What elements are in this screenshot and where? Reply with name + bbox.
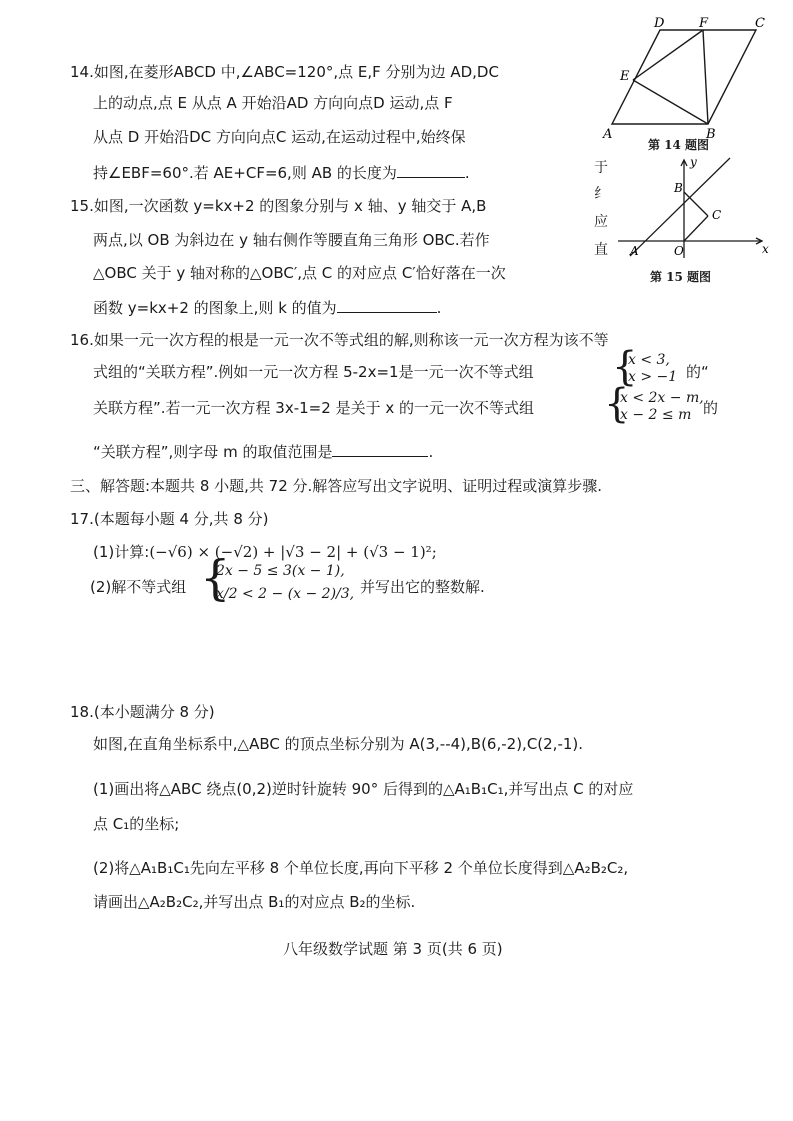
q14-line-1: 14.如图,在菱形ABCD 中,∠ABC=120°,点 E,F 分别为边 AD,DC [70, 63, 499, 81]
q17-part-1 [93, 542, 437, 562]
q16-line-2-tail: 的“ [686, 363, 709, 381]
q15-line-3: △OBC 关于 y 轴对称的△OBC′,点 C 的对应点 C′恰好落在一次 [93, 264, 506, 282]
fig14-label-b: B [706, 127, 716, 140]
q16-end: . [428, 443, 434, 461]
fig14-label-d: D [654, 16, 665, 31]
q17-part-2-tail: 并写出它的整数解. [360, 578, 485, 596]
q15-line-4 [93, 296, 441, 318]
q17-system-row-2: x/2 < 2 − (x − 2)/3, [216, 586, 355, 602]
q17-system-row-1: 2x − 5 ≤ 3(x − 1), [216, 563, 345, 579]
q15-answer-blank[interactable] [337, 296, 437, 313]
q16-line-1: 16.如果一元一次方程的根是一元一次不等式组的解,则称该一元一次方程为该不等 [70, 331, 609, 349]
q16-answer-blank[interactable] [332, 440, 428, 457]
q14-line-3: 从点 D 开始沿DC 方向向点C 运动,在运动过程中,始终保 [93, 128, 466, 146]
margin-char-4: 直 [594, 242, 608, 258]
q16-line-3-tail: 的 [703, 399, 719, 417]
q16-system-2-brace: { [604, 381, 630, 427]
fig15-label-c: C [712, 208, 722, 222]
figure-15-caption: 第 15 题图 [650, 270, 712, 284]
q16-line-4 [93, 440, 433, 462]
q16-system-2-row-1: x < 2x − m, [620, 390, 704, 406]
margin-char-1: 于 [594, 160, 608, 176]
q18-title: 18.(本小题满分 8 分) [70, 703, 215, 721]
section-3-heading: 三、解答题:本题共 8 小题,共 72 分.解答应写出文字说明、证明过程或演算步骤. [70, 477, 603, 495]
figure-15-graph [612, 152, 772, 264]
fig15-label-x: x [762, 242, 769, 256]
margin-char-3: 应 [594, 214, 608, 230]
q16-system-1-brace: { [612, 344, 638, 390]
q15-line-4-text: 函数 y=kx+2 的图象上,则 k 的值为 [93, 299, 337, 317]
q14-end: . [464, 164, 470, 182]
fig14-label-f: F [699, 16, 709, 31]
q15-end: . [436, 299, 442, 317]
q16-line-2: 式组的“关联方程”.例如一元一次方程 5-2x=1是一元一次不等式组 [93, 363, 534, 381]
fig15-label-o: O [674, 244, 684, 258]
fig14-label-a: A [603, 127, 613, 140]
q18-line-5: 请画出△A₂B₂C₂,并写出点 B₁的对应点 B₂的坐标. [93, 893, 416, 911]
q14-line-4-text: 持∠EBF=60°.若 AE+CF=6,则 AB 的长度为 [93, 164, 397, 182]
q16-system-1-row-2: x > −1 [628, 369, 678, 385]
q14-line-2: 上的动点,点 E 从点 A 开始沿AD 方向向点D 运动,点 F [93, 94, 453, 112]
q16-system-1-row-1: x < 3, [628, 352, 670, 368]
q16-line-3: 关联方程”.若一元一次方程 3x-1=2 是关于 x 的一元一次不等式组 [93, 399, 534, 417]
margin-char-2: 纟 [594, 186, 608, 202]
fig15-label-y: y [690, 155, 697, 169]
q16-line-4-text: “关联方程”,则字母 m 的取值范围是 [93, 443, 333, 461]
q17-system-brace: { [200, 550, 231, 606]
q16-system-2-row-2: x − 2 ≤ m [620, 407, 692, 423]
q14-answer-blank[interactable] [397, 161, 465, 178]
q18-line-3: 点 C₁的坐标; [93, 815, 180, 833]
fig15-label-a: A [630, 244, 639, 258]
figure-14-rhombus [600, 14, 780, 140]
q15-line-1: 15.如图,一次函数 y=kx+2 的图象分别与 x 轴、y 轴交于 A,B [70, 197, 487, 215]
figure-14-caption: 第 14 题图 [648, 138, 710, 152]
q17-title: 17.(本题每小题 4 分,共 8 分) [70, 510, 269, 528]
page-footer: 八年级数学试题 第 3 页(共 6 页) [283, 940, 503, 958]
fig14-label-e: E [620, 69, 630, 84]
q14-line-4 [93, 161, 470, 183]
q15-line-2: 两点,以 OB 为斜边在 y 轴右侧作等腰直角三角形 OBC.若作 [93, 231, 490, 249]
q18-line-2: (1)画出将△ABC 绕点(0,2)逆时针旋转 90° 后得到的△A₁B₁C₁,并写出点 C 的对应 [93, 780, 634, 798]
fig15-label-b: B [674, 181, 683, 195]
q17-part-1-label: (1)计算: [93, 543, 150, 561]
q18-line-4: (2)将△A₁B₁C₁先向左平移 8 个单位长度,再向下平移 2 个单位长度得到△A₂B₂C₂, [93, 859, 629, 877]
fig14-label-c: C [755, 16, 765, 31]
q18-line-1: 如图,在直角坐标系中,△ABC 的顶点坐标分别为 A(3,--4),B(6,-2),C(2,-1). [93, 735, 584, 753]
q17-part-2-label: (2)解不等式组 [90, 578, 187, 596]
q17-part-1-expression: (−√6) × (−√2) + |√3 − 2| + (√3 − 1)²; [149, 543, 437, 561]
